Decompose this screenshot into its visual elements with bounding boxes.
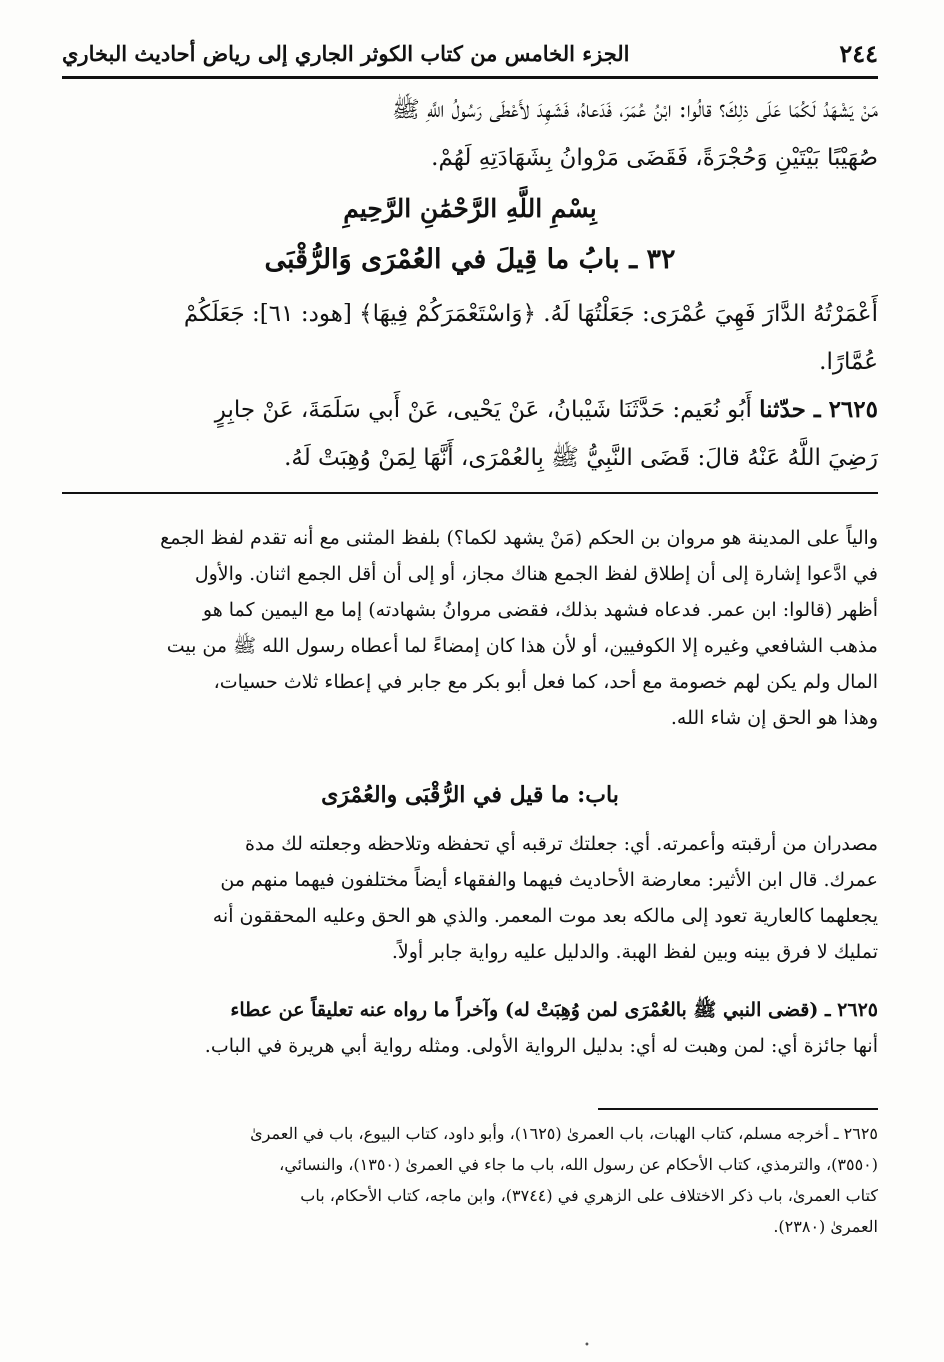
text-line: أَعْمَرْتُهُ الدَّارَ فَهِيَ عُمْرَى: جَعَلْتُهَا لَهُ. ﴿وَاسْتَعْمَرَكُمْ فِيهَا﴾ [هود: ٦١]: جَعَلَكُمْ — [183, 301, 878, 327]
hadith-first-line — [62, 386, 878, 434]
commentary-paragraph-2 — [62, 826, 878, 970]
text-line: أنها جائزة أي: لمن وهبت له أي: بدليل الرواية الأولى. ومثله رواية أبي هريرة في الباب. — [204, 1035, 878, 1057]
text-line: مذهب الشافعي وغيره إلا الكوفيين، أو لأن هذا كان إمضاءً لما أعطاه رسول الله ﷺ من بيت — [166, 635, 878, 657]
text-line: عمرك. قال ابن الأثير: معارضة الأحاديث فيهما والفقهاء أيضاً مختلفون فيهما منهم من — [220, 869, 878, 891]
hadith-2625 — [62, 386, 878, 482]
commentary-divider — [62, 492, 878, 494]
text-line: ٢٦٢٥ ـ أخرجه مسلم، كتاب الهبات، باب العمرىٰ (١٦٢٥)، وأبو داود، كتاب البيوع، باب في العمرىٰ — [250, 1124, 878, 1143]
text-line: صُهَيْبًا بَيْتَيْنِ وَحُجْرَةً، فَقَضَى مَرْوانُ بِشَهَادَتِهِ لَهُمْ. — [431, 145, 878, 171]
print-speck: • — [584, 1340, 590, 1351]
text-line: أظهر (قالوا: ابن عمر. فدعاه فشهد بذلك، فقضى مروانُ بشهادته) إما مع اليمين كما هو — [202, 599, 878, 621]
page-header — [62, 30, 878, 79]
footnote-divider — [598, 1108, 878, 1110]
page-number: ٢٤٤ — [839, 38, 878, 68]
basmala: بِسْمِ اللَّهِ الرَّحْمَٰنِ الرَّحِيمِ — [343, 194, 597, 223]
text-line: عُمَّارًا. — [819, 349, 878, 375]
hadith-number: ٢٦٢٥ ـ حدّثنا — [759, 396, 878, 423]
text-line: المال ولم يكن لهم خصومة مع أحد، كما فعل أبو بكر مع جابر في إعطاء ثلاث حسيات، — [213, 671, 878, 693]
running-title: الجزء الخامس من كتاب الكوثر الجاري إلى رياض أحاديث البخاري — [62, 40, 630, 66]
text-line: رَضِيَ اللَّهُ عَنْهُ قالَ: قَضَى النَّبِيُّ ﷺ بِالعُمْرَى، أَنَّهَا لِمَنْ وُهِبَتْ لَهُ. — [284, 445, 878, 471]
sub-heading: باب: ما قيل في الرُّقْبَى والعُمْرَى — [321, 782, 619, 808]
text-line: كتاب العمرىٰ، باب ذكر الاختلاف على الزهري في (٣٧٤٤)، وابن ماجه، كتاب الأحكام، باب — [300, 1186, 878, 1205]
chapter-intro — [62, 290, 878, 386]
text-line: ٢٦٢٥ ـ (قضى النبي ﷺ بالعُمْرَى لمن وُهِبَتْ له) وآخراً ما رواه عنه تعليقاً عن عطاء — [230, 999, 878, 1021]
text-line: أَبُو نُعَيم: حَدَّثَنَا شَيْبانُ، عَنْ يَحْيى، عَنْ أَبي سَلَمَةَ، عَنْ جابِرٍ — [214, 397, 752, 423]
text-line: مصدران من أرقبته وأعمرته. أي: جعلتك ترقبه أي تحفظه وتلاحظه وجعلته لك مدة — [245, 833, 878, 855]
previous-hadith-ending — [62, 86, 878, 182]
text-line: تمليك لا فرق بينه وبين لفظ الهبة. والدليل عليه رواية جابر أولاً. — [391, 941, 878, 963]
text-line: والياً على المدينة هو مروان بن الحكم (مَنْ يشهد لكما؟) بلفظ المثنى مع أنه تقدم لفظ الجمع — [160, 527, 878, 549]
footnote — [62, 1118, 878, 1242]
text-line: في ادَّعوا إشارة إلى أن إطلاق لفظ الجمع هناك مجاز، أو إلى أن أقل الجمع اثنان. والأول — [194, 563, 878, 585]
text-line: العمرىٰ (٢٣٨٠). — [773, 1217, 878, 1236]
text-line: (٣٥٥٠)، والترمذي، كتاب الأحكام عن رسول الله، باب ما جاء في العمرىٰ (١٣٥٠)، والنسائي، — [279, 1155, 878, 1174]
text-line: مَنْ يَشْهَدُ لَكُمَا عَلَى ذلِكَ؟ قالُوا: ابْنُ عُمَرَ، فَدَعاهُ، فَشَهِدَ لأَعْطَى رَسُولُ اللَّهِ ﷺ — [391, 97, 878, 123]
commentary-paragraph-1 — [62, 520, 878, 736]
chapter-title: ٣٢ ـ بابُ ما قِيلَ في العُمْرَى وَالرُّقْبَى — [264, 244, 676, 275]
text-line: وهذا هو الحق إن شاء الله. — [670, 707, 878, 729]
text-line: يجعلهما كالعارية تعود إلى مالكه بعد موت المعمر. والذي هو الحق وعليه المحققون أنه — [212, 905, 878, 927]
commentary-paragraph-3 — [62, 992, 878, 1064]
